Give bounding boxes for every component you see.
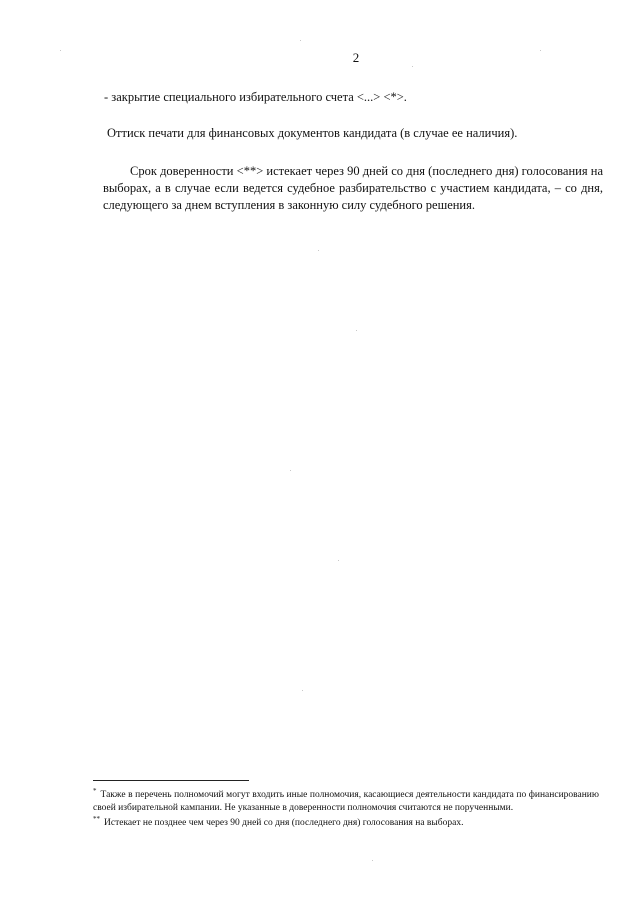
footnote-text: Также в перечень полномочий могут входить иные полномочия, касающиеся деятельности кандидата по финансированию своей избирательной кампании. Не указанные в доверенности полномочия считаются не порученными. xyxy=(93,790,599,813)
stamp-imprint-line: Оттиск печати для финансовых документов кандидата (в случае ее наличия). xyxy=(107,126,518,140)
account-closing-item: - закрытие специального избирательного счета <...> <*>. xyxy=(104,90,407,104)
validity-paragraph-text: Срок доверенности <**> истекает через 90 дней со дня (последнего дня) голосования на выборах, а в случае если ведется судебное разбирательство с участием кандидата, – со дня, следующего за днем вступления в законную силу судебного решения. xyxy=(103,164,603,212)
validity-paragraph xyxy=(103,163,603,214)
page-number: 2 xyxy=(352,50,360,65)
footnote-separator xyxy=(93,780,249,781)
footnote-mark: * xyxy=(93,786,97,795)
footnote-mark: ** xyxy=(93,814,100,823)
footnote-2 xyxy=(93,814,599,830)
footnotes xyxy=(93,786,599,832)
footnote-1 xyxy=(93,786,599,815)
footnote-text: Истекает не позднее чем через 90 дней со дня (последнего дня) голосования на выборах. xyxy=(104,818,464,828)
